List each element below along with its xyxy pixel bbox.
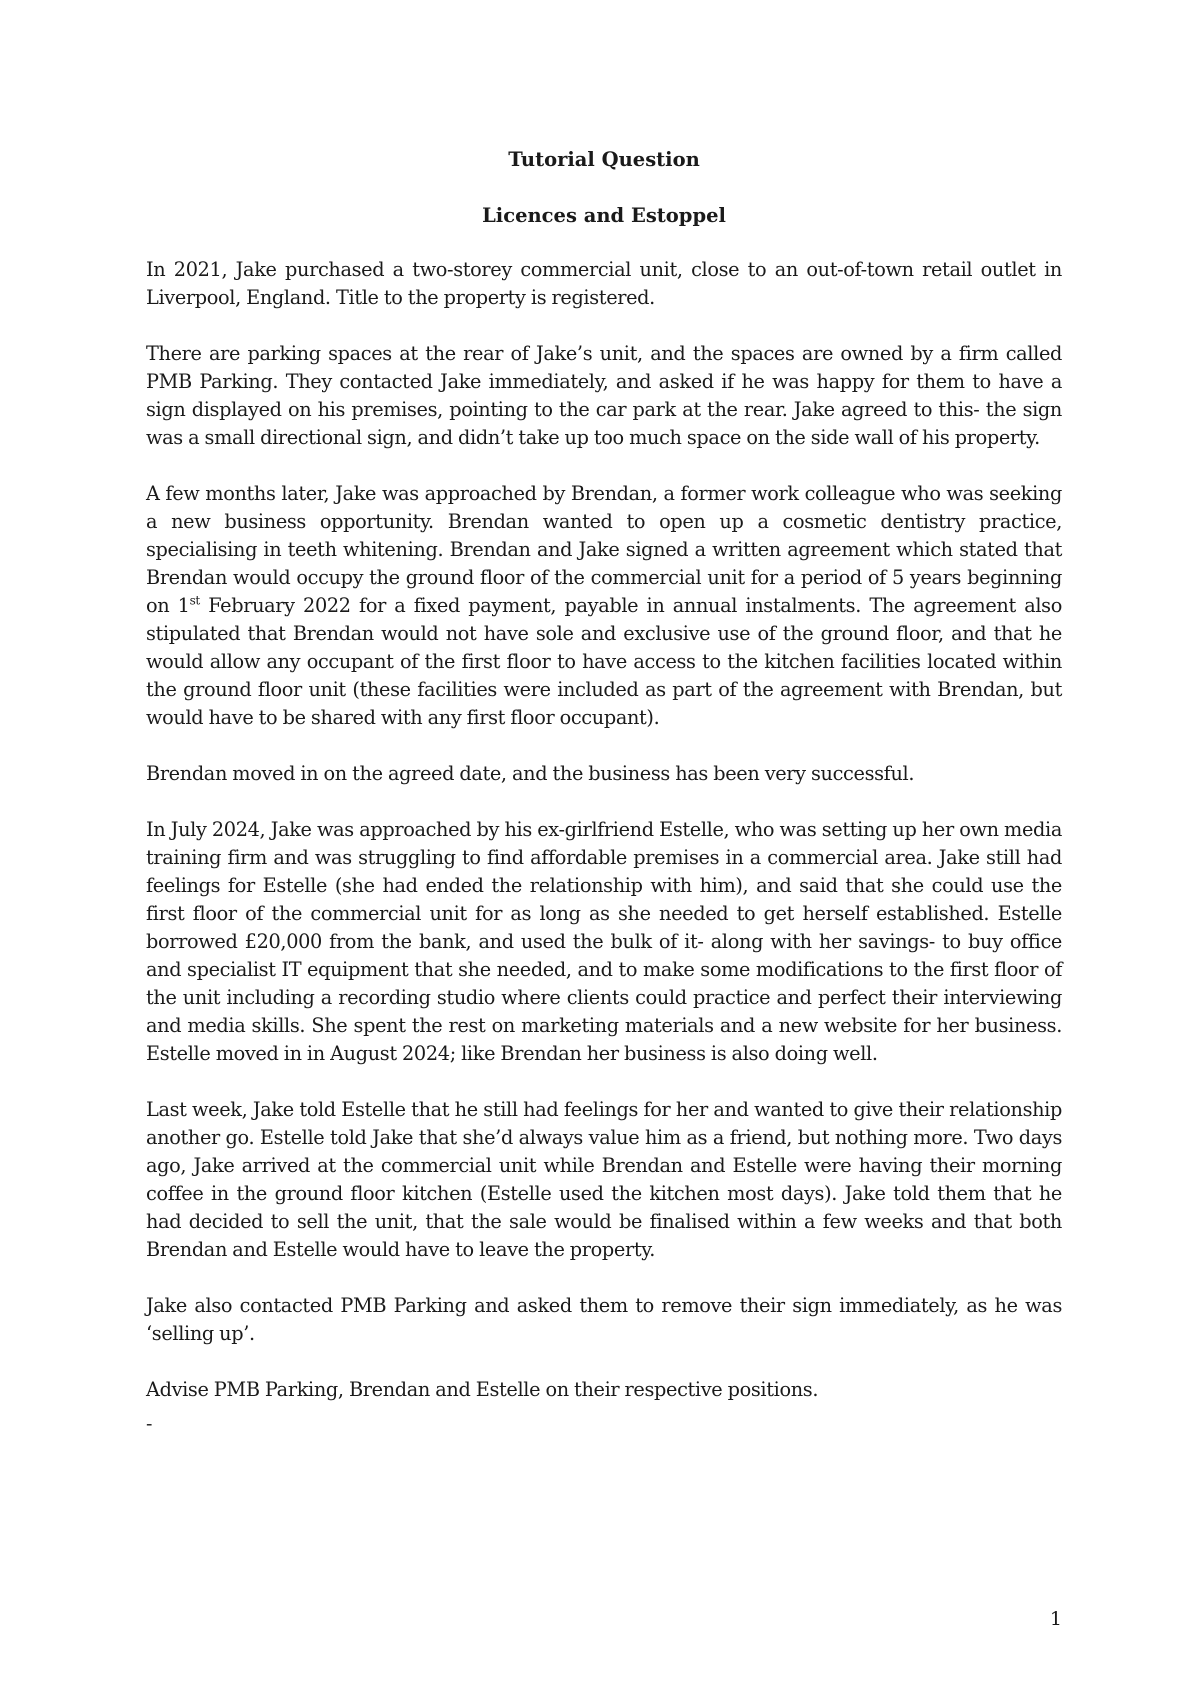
document-subtitle: Licences and Estoppel — [482, 204, 726, 227]
paragraph-pmb-sign-removal: Jake also contacted PMB Parking and asked them to remove their sign immediately, as he was ‘selling up’. — [146, 1294, 1062, 1345]
paragraph-estelle: In July 2024, Jake was approached by his ex-girlfriend Estelle, who was setting up her own media training firm and was struggling to find affordable premises in a commercial area. Jake still had feelings for Estelle (she had ended the relationship with him), and said that she could use the first floor of the commercial unit for as long as she needed to get herself established. Estelle borrowed £20,000 from the bank, and used the bulk of it- along with her savings- to buy office and specialist IT equipment that she needed, and to make some modifications to the first floor of the unit including a recording studio where clients could practice and perfect their interviewing and media skills. She spent the rest on marketing materials and a new website for her business. Estelle moved in in August 2024; like Brendan her business is also doing well. — [146, 818, 1062, 1065]
page-number: 1 — [1049, 1608, 1062, 1630]
paragraph-purchase: In 2021, Jake purchased a two-storey commercial unit, close to an out-of-town retail outlet in Liverpool, England. Title to the property is registered. — [146, 258, 1062, 309]
trailing-dash: - — [146, 1413, 153, 1435]
document-body — [146, 146, 1062, 1434]
paragraph-parking-sign: There are parking spaces at the rear of Jake’s unit, and the spaces are owned by a firm called PMB Parking. They contacted Jake immediately, and asked if he was happy for them to have a sign displayed on his premises, pointing to the car park at the rear. Jake agreed to this- the sign was a small directional sign, and didn’t take up too much space on the side wall of his property. — [146, 342, 1062, 449]
paragraph-question: Advise PMB Parking, Brendan and Estelle on their respective positions. — [146, 1378, 819, 1401]
paragraph-brendan-agreement — [146, 480, 1062, 732]
paragraph-jake-sale: Last week, Jake told Estelle that he still had feelings for her and wanted to give their relationship another go. Estelle told Jake that she’d always value him as a friend, but nothing more. Two days ago, Jake arrived at the commercial unit while Brendan and Estelle were having their morning coffee in the ground floor kitchen (Estelle used the kitchen most days). Jake told them that he had decided to sell the unit, that the sale would be finalised within a few weeks and that both Brendan and Estelle would have to leave the property. — [146, 1098, 1062, 1261]
paragraph-brendan-moved-in: Brendan moved in on the agreed date, and the business has been very successful. — [146, 762, 915, 785]
document-title: Tutorial Question — [508, 148, 700, 171]
paragraph-brendan-text-start: A few months later, Jake was approached by Brendan, a former work colleague who was seeking a new business opportunity. Brendan wanted to open up a cosmetic dentistry practice, specialising in teeth whitening. Brendan and Jake signed a written agreement which stated that Brendan would occupy the ground floor of the commercial unit for a period of 5 years beginning on 1 — [146, 482, 1062, 617]
paragraph-brendan-text-end: February 2022 for a fixed payment, payable in annual instalments. The agreement also stipulated that Brendan would not have sole and exclusive use of the ground floor, and that he would allow any occupant of the first floor to have access to the kitchen facilities located within the ground floor unit (these facilities were included as part of the agreement with Brendan, but would have to be shared with any first floor occupant). — [146, 594, 1062, 729]
ordinal-superscript: st — [189, 593, 200, 608]
